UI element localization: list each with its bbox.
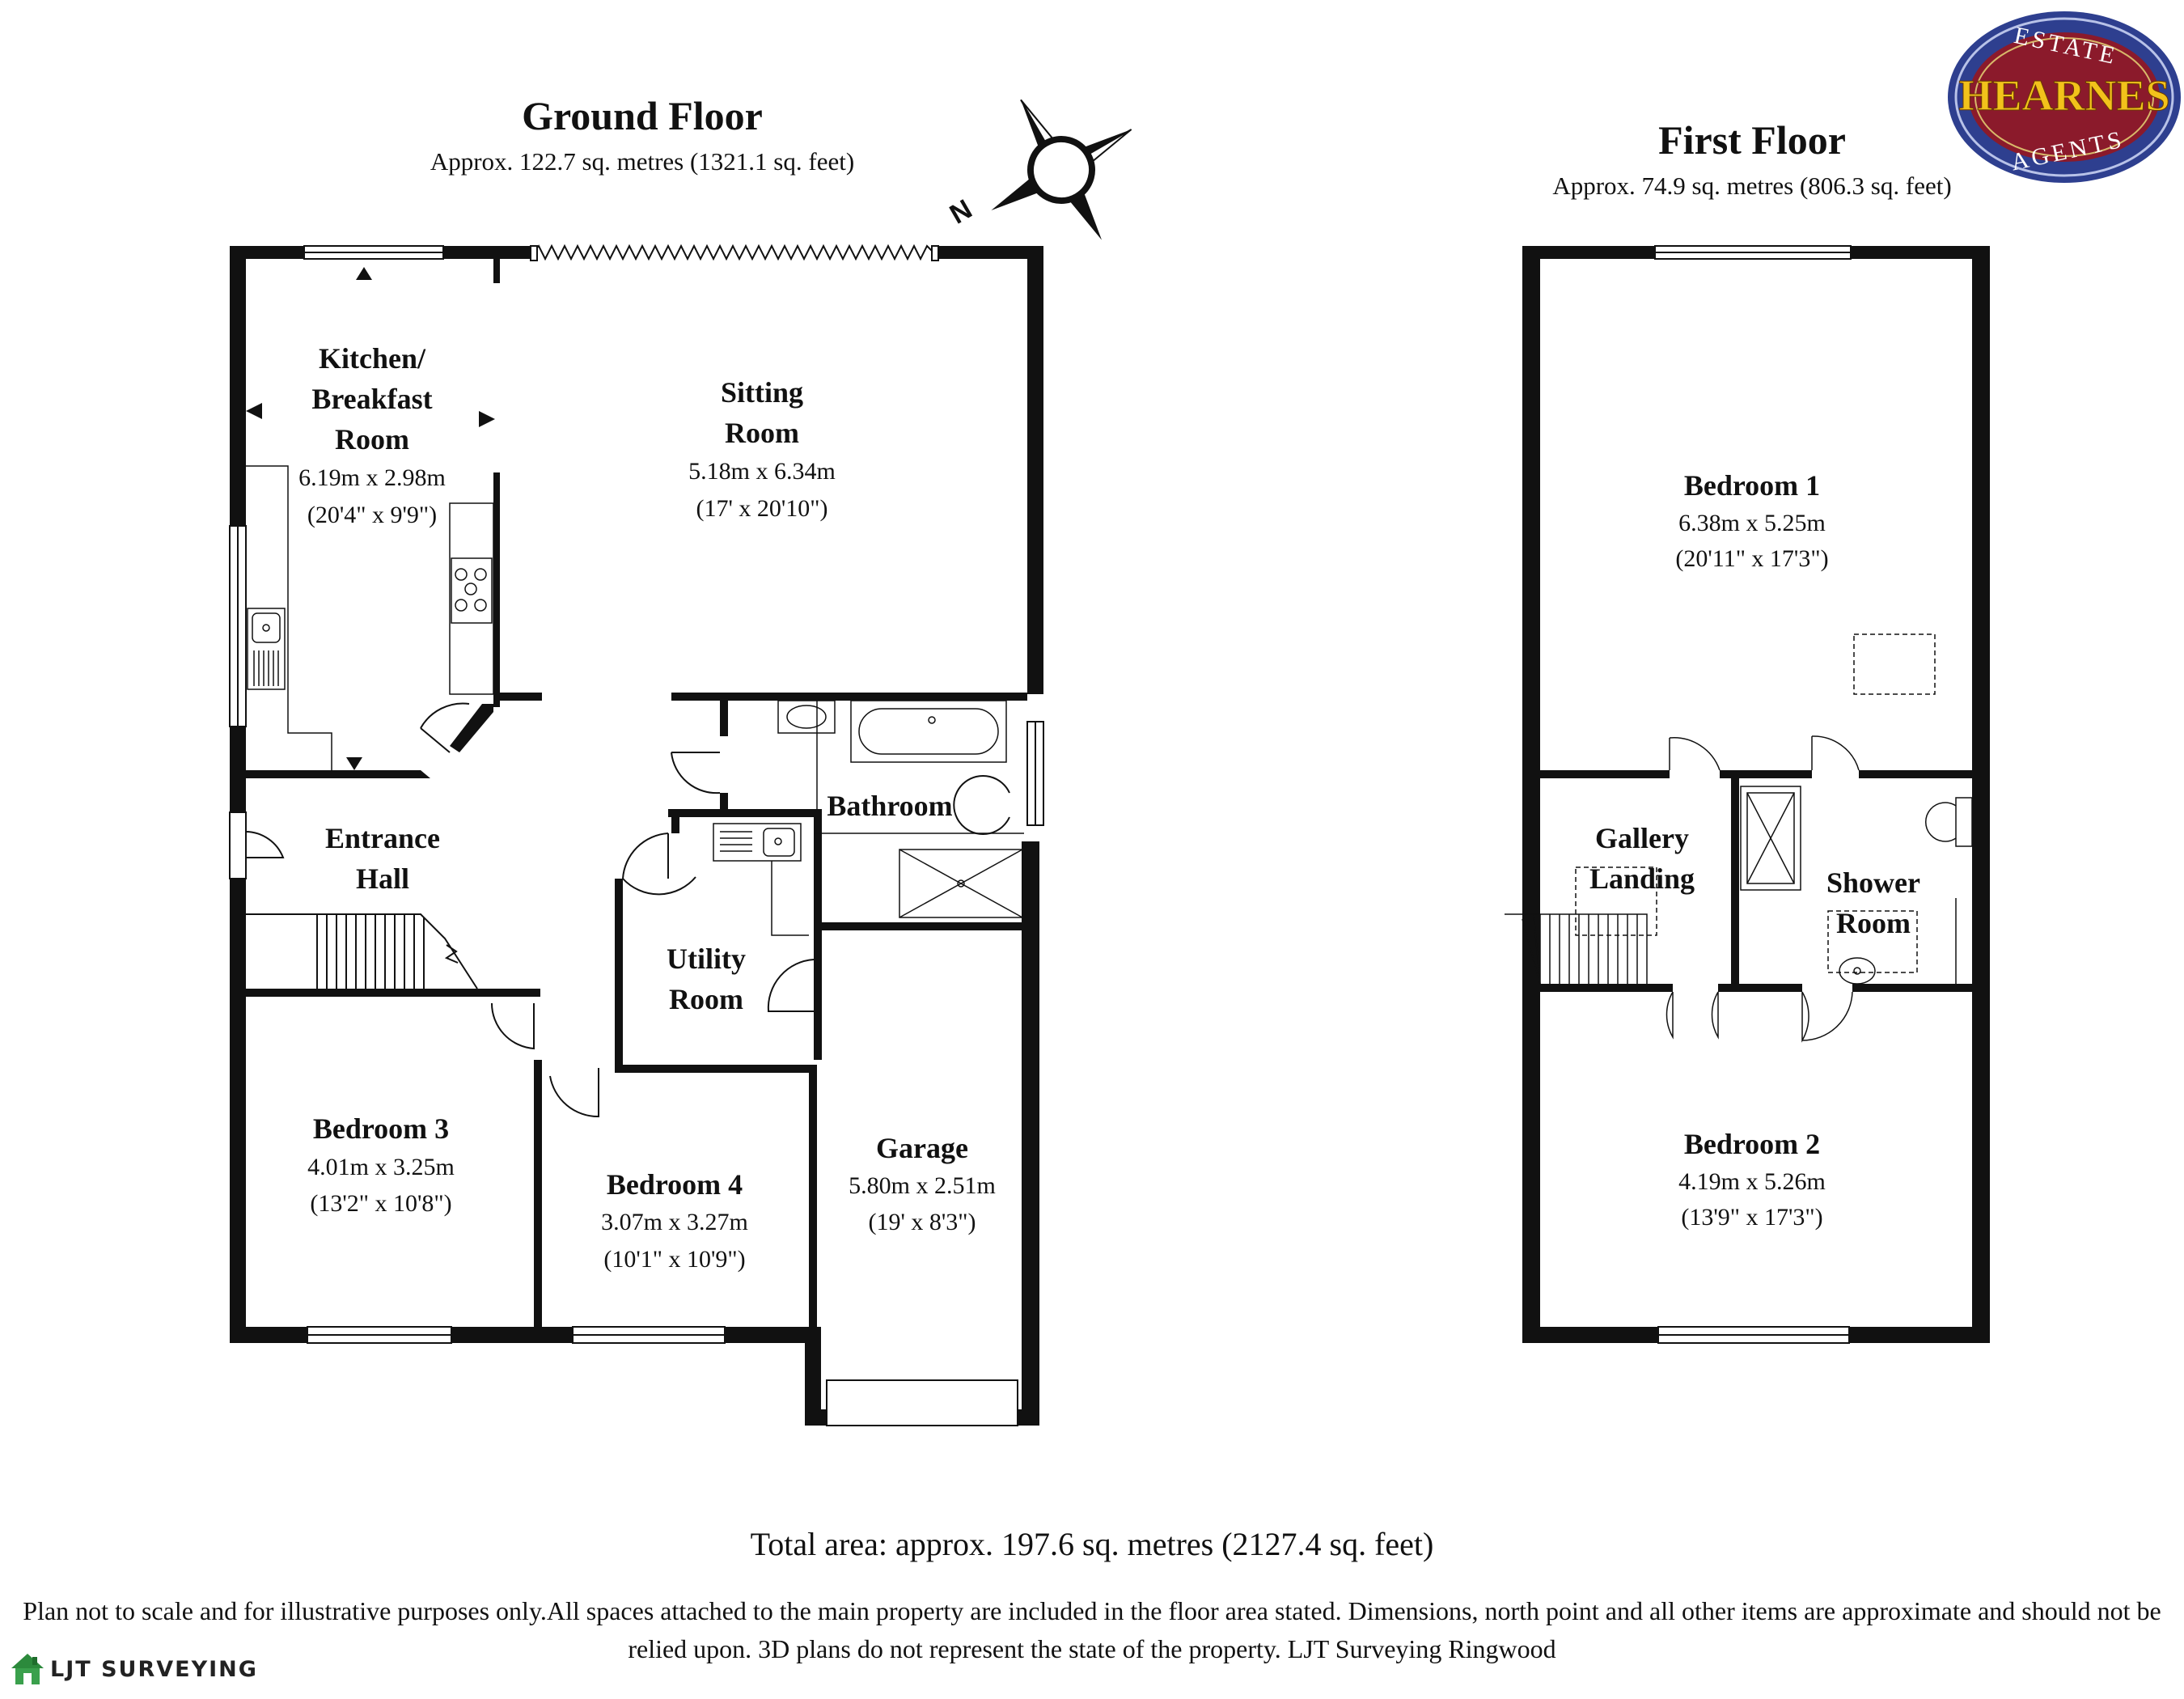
room-dimensions-metric: 5.18m x 6.34m xyxy=(688,458,836,485)
room-name-line: Room xyxy=(669,983,743,1015)
room-name-line: Room xyxy=(1836,907,1911,939)
logo-main-text: HEARNES xyxy=(1958,71,2170,120)
room-dimensions-imperial: (19' x 8'3") xyxy=(868,1209,976,1235)
ground-floor-stairs xyxy=(246,914,477,989)
room-dimensions-metric: 6.38m x 5.25m xyxy=(1678,510,1826,536)
room-name-line: Entrance xyxy=(325,822,440,854)
room-bedroom-4 xyxy=(601,1168,748,1273)
room-bathroom xyxy=(827,790,952,822)
room-dimensions-metric: 3.07m x 3.27m xyxy=(601,1209,748,1235)
hearnes-logo xyxy=(1948,11,2181,183)
room-dimensions-imperial: (17' x 20'10") xyxy=(696,495,828,522)
room-dimensions-metric: 5.80m x 2.51m xyxy=(849,1172,996,1199)
room-shower-room xyxy=(1826,866,1920,939)
room-kitchen-breakfast xyxy=(298,342,446,528)
first-floor-title: First Floor xyxy=(1658,117,1846,163)
room-garage xyxy=(849,1132,996,1235)
logo-top-text: ESTATE xyxy=(2011,22,2120,70)
total-area: Total area: approx. 197.6 sq. metres (2127.4 sq. feet) xyxy=(750,1526,1434,1562)
ground-floor-title: Ground Floor xyxy=(522,93,763,138)
ground-floor-doors xyxy=(246,703,1009,1116)
room-dimensions-metric: 6.19m x 2.98m xyxy=(298,464,446,491)
room-name-line: Bathroom xyxy=(827,790,953,822)
room-name-line: Breakfast xyxy=(311,383,433,415)
room-name-line: Shower xyxy=(1826,866,1920,899)
logo-bottom-text: AGENTS xyxy=(2008,125,2127,176)
room-bedroom-1 xyxy=(1675,469,1828,572)
room-name-line: Bedroom 3 xyxy=(312,1112,450,1145)
room-name-line: Room xyxy=(725,417,799,449)
room-name-line: Bedroom 1 xyxy=(1683,469,1821,502)
room-name-line: Gallery xyxy=(1595,822,1689,854)
room-name-line: Landing xyxy=(1589,862,1695,895)
room-name-line: Bedroom 2 xyxy=(1683,1128,1821,1160)
room-sitting-room xyxy=(688,376,836,522)
room-gallery-landing xyxy=(1589,822,1695,895)
first-floor-area: Approx. 74.9 sq. metres (806.3 sq. feet) xyxy=(1552,172,1952,200)
room-bedroom-2 xyxy=(1678,1128,1826,1231)
bifold-door xyxy=(532,246,933,259)
room-dimensions-imperial: (13'2" x 10'8") xyxy=(310,1190,452,1217)
room-utility-room xyxy=(667,943,746,1015)
room-dimensions-imperial: (10'1" x 10'9") xyxy=(603,1246,746,1273)
room-name-line: Utility xyxy=(667,943,746,975)
room-dimensions-imperial: (13'9" x 17'3") xyxy=(1681,1204,1823,1231)
room-bedroom-3 xyxy=(307,1112,455,1217)
room-name-line: Hall xyxy=(355,862,410,895)
room-dimensions-imperial: (20'11" x 17'3") xyxy=(1675,545,1829,572)
room-dimensions-metric: 4.01m x 3.25m xyxy=(307,1154,455,1180)
disclaimer-text: Plan not to scale and for illustrative purposes only.All spaces attached to the main property are included in the floor area stated. Dimensions, north point and all other items are approximate and should not be relied upon. 3D plans do not represent the state of the property. LJT Surveying Ringwood xyxy=(23,1596,2161,1663)
room-name-line: Sitting xyxy=(720,376,804,409)
room-name-line: Room xyxy=(335,423,409,455)
house-icon xyxy=(8,1650,47,1688)
ljt-surveying-logo xyxy=(8,1650,283,1691)
compass-north-label: N xyxy=(944,193,978,231)
ground-floor-area: Approx. 122.7 sq. metres (1321.1 sq. feet) xyxy=(430,147,855,176)
ljt-surveying-label: LJT SURVEYING xyxy=(50,1657,258,1682)
room-name-line: Garage xyxy=(876,1132,968,1164)
room-dimensions-imperial: (20'4" x 9'9") xyxy=(307,502,438,528)
room-name-line: Kitchen/ xyxy=(319,342,425,375)
room-dimensions-metric: 4.19m x 5.26m xyxy=(1678,1168,1826,1195)
utility-fittings xyxy=(713,824,809,935)
room-name-line: Bedroom 4 xyxy=(606,1168,743,1201)
room-entrance-hall xyxy=(325,822,440,895)
